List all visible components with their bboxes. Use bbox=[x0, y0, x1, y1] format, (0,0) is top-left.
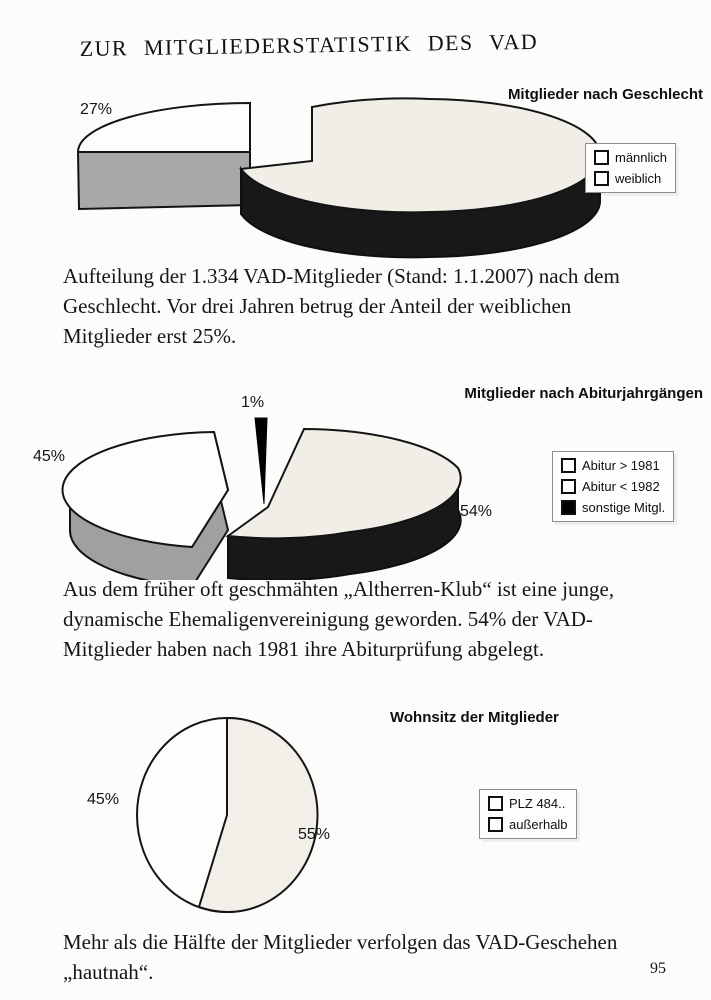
legend-label: sonstige Mitgl. bbox=[582, 500, 666, 515]
chart2-legend bbox=[552, 451, 674, 522]
text-line: „hautnah“. bbox=[63, 960, 154, 984]
legend-swatch-white-icon bbox=[488, 817, 503, 832]
legend-item-plz-484 bbox=[488, 796, 568, 811]
text-line: Mitglieder haben nach 1981 ihre Abiturprüfung abgelegt. bbox=[63, 637, 545, 661]
text-line: dynamische Ehemaligenvereinigung geworden. 54% der VAD- bbox=[63, 607, 593, 631]
gender-pie-chart bbox=[55, 85, 625, 265]
slice-maennlich-top bbox=[241, 98, 600, 212]
text-line: Mitglieder erst 25%. bbox=[63, 324, 237, 348]
text-line: Geschlecht. Vor drei Jahren betrug der Anteil der weiblichen bbox=[63, 294, 572, 318]
chart3-legend bbox=[479, 789, 577, 839]
text-line: Aus dem früher oft geschmähten „Altherren-Klub“ ist eine junge, bbox=[63, 577, 615, 601]
legend-label: außerhalb bbox=[509, 817, 568, 832]
text-line: Mehr als die Hälfte der Mitglieder verfolgen das VAD-Geschehen bbox=[63, 930, 618, 954]
chart2-right-slice-label: 54% bbox=[460, 503, 493, 520]
abitur-pie-chart bbox=[30, 390, 510, 580]
legend-item-abitur-lt-1982 bbox=[561, 479, 665, 494]
legend-swatch-white-icon bbox=[561, 458, 576, 473]
legend-swatch-white-icon bbox=[594, 150, 609, 165]
slice-sonstige-sliver bbox=[255, 418, 267, 504]
page-title: ZUR MITGLIEDERSTATISTIK DES VAD bbox=[79, 28, 539, 62]
chart2-left-slice-label: 45% bbox=[33, 448, 66, 465]
legend-label: PLZ 484.. bbox=[509, 796, 566, 811]
chart3-left-slice-label: 45% bbox=[87, 791, 120, 808]
chart1-title: Mitglieder nach Geschlecht bbox=[507, 86, 703, 103]
legend-item-maennlich bbox=[594, 150, 667, 165]
text-line: Aufteilung der 1.334 VAD-Mitglieder (Stand: 1.1.2007) nach dem bbox=[63, 264, 620, 288]
legend-item-ausserhalb bbox=[488, 817, 568, 832]
legend-swatch-white-icon bbox=[594, 171, 609, 186]
legend-swatch-white-icon bbox=[488, 796, 503, 811]
legend-item-sonstige bbox=[561, 500, 665, 515]
chart1-large-slice-label: 73% bbox=[440, 224, 473, 241]
legend-label: Abitur > 1981 bbox=[582, 458, 660, 473]
legend-swatch-black-icon bbox=[561, 500, 576, 515]
chart1-legend bbox=[585, 143, 676, 193]
chart2-title: Mitglieder nach Abiturjahrgängen bbox=[464, 385, 703, 402]
legend-label: Abitur < 1982 bbox=[582, 479, 660, 494]
paragraph-geschlecht bbox=[63, 261, 620, 351]
chart3-title: Wohnsitz der Mitglieder bbox=[390, 709, 559, 726]
chart1-small-slice-label: 27% bbox=[80, 101, 113, 118]
chart3-right-slice-label: 55% bbox=[298, 826, 331, 843]
paragraph-wohnsitz bbox=[63, 927, 617, 987]
legend-label: männlich bbox=[615, 150, 668, 165]
slice-weiblich-side bbox=[78, 152, 250, 209]
chart2-sliver-label: 1% bbox=[241, 394, 265, 411]
legend-item-abitur-gt-1981 bbox=[561, 458, 665, 473]
page-number: 95 bbox=[650, 960, 666, 977]
legend-item-weiblich bbox=[594, 171, 667, 186]
residence-pie-chart bbox=[110, 700, 350, 925]
paragraph-abitur bbox=[63, 574, 614, 664]
legend-label: weiblich bbox=[615, 171, 662, 186]
legend-swatch-white-icon bbox=[561, 479, 576, 494]
